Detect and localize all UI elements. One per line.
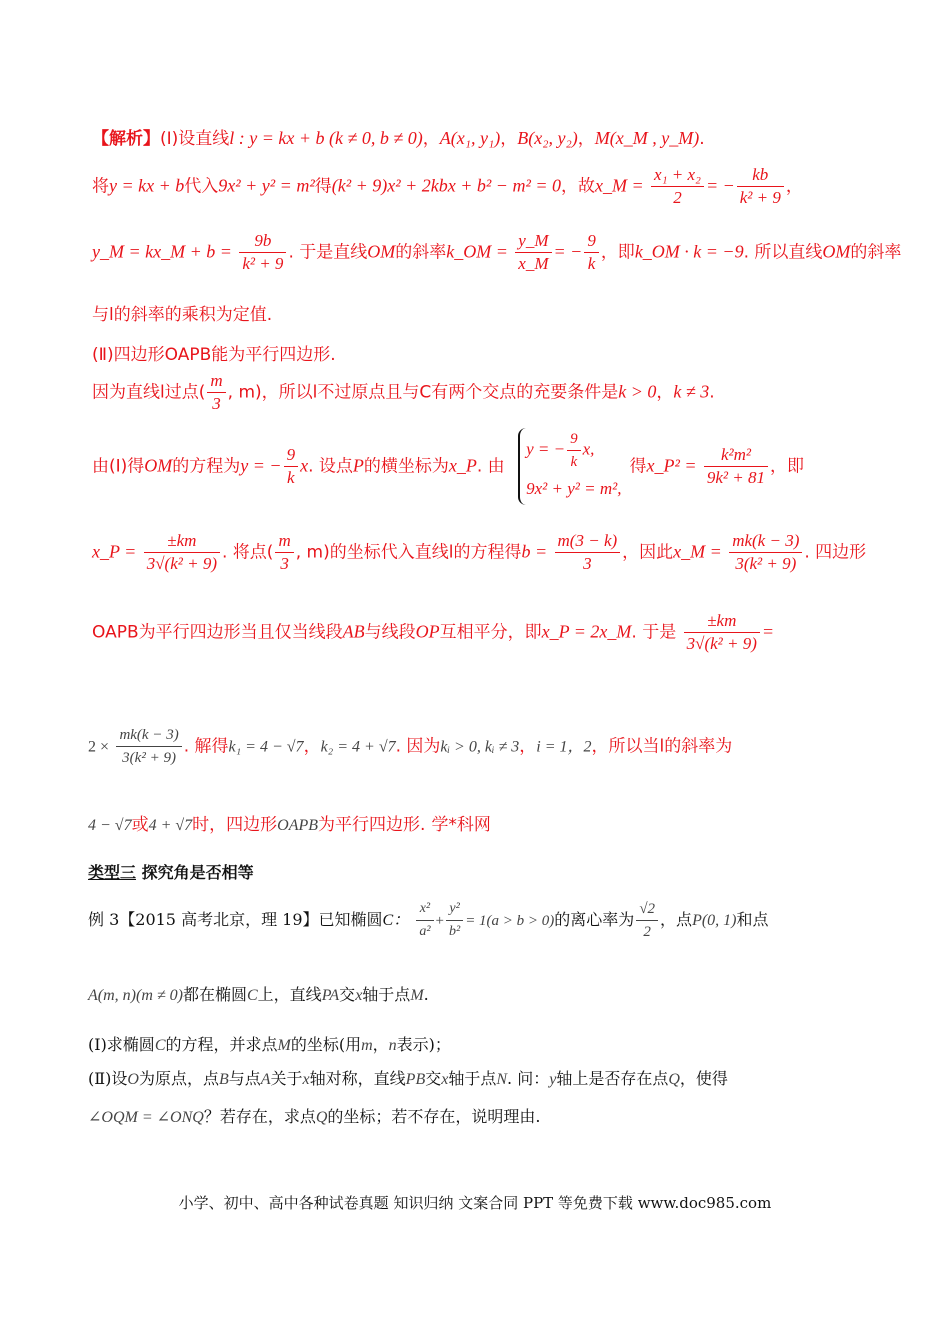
solution-line-2: 将y = kx + b代入9x² + y² = m²得(k² + 9)x² + 2kbx + b² − m² = 0，故x_M = $\frac{\text{x₁ + x₂}}{2}$ = − $\frac{kb}{\text{k² + 9}}$ ， <box>92 165 803 207</box>
fraction: $\frac{\text{k²m²}}{\text{9k² + 81}}$ <box>704 444 768 489</box>
fraction: $\frac{\pm km}{\text{3√(k² + 9)}}$ <box>684 610 760 655</box>
question-part-2: (Ⅱ)设O为原点，点B与点A关于x轴对称，直线PB交x轴于点N. 问：y轴上是否存在点Q，使得 <box>88 1069 728 1088</box>
fraction: $\frac{√2}{2}$ <box>636 898 658 943</box>
fraction: $\frac{9b}{\text{k² + 9}}$ <box>239 230 286 275</box>
solution-line-11: 4 − √7或4 + √7时，四边形OAPB为平行四边形. 学*科网 <box>88 815 491 835</box>
solution-line-5: (Ⅱ)四边形OAPB能为平行四边形. <box>92 345 336 365</box>
solution-line-1: 【解析】(Ⅰ)设直线l : y = kx + b (k ≠ 0, b ≠ 0)，A(x₁, y₁)，B(x₂, y₂)，M(x_M , y_M). <box>92 128 705 149</box>
fraction: $\frac{m}{3}$ <box>275 530 293 575</box>
section-heading: 类型三 探究角是否相等 <box>88 863 254 882</box>
fraction: $\frac{\text{x²}}{\text{a²}}$ <box>416 898 433 943</box>
fraction: $\frac{mk(k - 3)}{\text{3(k² + 9)}}$ <box>116 724 181 769</box>
analysis-tag: 【解析】 <box>92 129 160 149</box>
fraction: $\frac{9}{k}$ <box>584 230 599 275</box>
fraction: $\frac{y\_M}{x\_M}$ <box>515 230 551 275</box>
solution-line-7: 由(Ⅰ)得OM的方程为y = − $\frac{9}{k}$ x. 设点P的横坐标为x_P. 由 y = − $\frac{9}{k}$ x, 9x² + y² = m², 得x_P² = $\frac{\text{k²m²}}{\text{9k² + 81}}$ ，即 <box>92 428 890 505</box>
fraction: $\frac{m(3 - k)}{3}$ <box>555 530 621 575</box>
fraction: $\frac{m}{3}$ <box>207 370 225 415</box>
solution-line-10: 2 × $\frac{mk(k - 3)}{\text{3(k² + 9)}}$ . 解得k₁ = 4 − √7，k₂ = 4 + √7. 因为kᵢ > 0, kᵢ ≠ 3，i = 1，2，所以当l的斜率为 <box>88 724 890 769</box>
question-part-1: (Ⅰ)求椭圆C的方程，并求点M的坐标(用m，n表示)； <box>88 1035 451 1054</box>
watermark-text: 学*科网 <box>431 815 491 835</box>
example-3-line-2: A(m, n)(m ≠ 0)都在椭圆C上，直线PA交x轴于点M. <box>88 985 429 1004</box>
fraction: $\frac{9}{k}$ <box>284 444 299 489</box>
solution-line-4: 与l的斜率的乘积为定值. <box>92 305 273 325</box>
fraction: $\frac{kb}{\text{k² + 9}}$ <box>737 164 784 209</box>
fraction: $\frac{\text{x₁ + x₂}}{2}$ <box>651 164 704 209</box>
example-3-line-1: 例 3【2015 高考北京，理 19】已知椭圆C： $\frac{\text{x²}}{\text{a²}}$ + $\frac{\text{y²}}{\text{b²}}$ = 1(a > b > 0)的离心率为 $\frac{√2}{2}$ ，点P(0, 1)和点 <box>88 898 890 943</box>
solution-line-6: 因为直线l过点( $\frac{m}{3}$ , m)，所以l不过原点且与C有两个交点的充要条件是k > 0，k ≠ 3. <box>92 371 715 413</box>
question-part-2-continued: ∠OQM = ∠ONQ？若存在，求点Q的坐标；若不存在，说明理由. <box>88 1107 541 1126</box>
fraction: $\frac{mk(k - 3)}{\text{3(k² + 9)}}$ <box>729 530 802 575</box>
solution-line-3: y_M = kx_M + b = $\frac{9b}{\text{k² + 9}}$ . 于是直线OM的斜率k_OM = $\frac{y\_M}{x\_M}$ = − $\frac{9}{k}$ ，即k_OM · k = −9. 所以直线OM的斜率 <box>92 231 902 273</box>
solution-line-8: x_P = $\frac{\pm km}{\text{3√(k² + 9)}}$ . 将点( $\frac{m}{3}$ , m)的坐标代入直线l的方程得b = $\frac{m(3 - k)}{3}$ ，因此x_M = $\frac{mk(k - 3)}{\text{3(k² + 9)}}$ . 四边形 <box>92 531 867 573</box>
fraction: $\frac{\text{y²}}{\text{b²}}$ <box>446 898 463 943</box>
solution-line-9: OAPB为平行四边形当且仅当线段AB与线段OP互相平分，即x_P = 2x_M. 于是 $\frac{\pm km}{\text{3√(k² + 9)}}$ = <box>92 611 775 653</box>
page-footer: 小学、初中、高中各种试卷真题 知识归纳 文案合同 PPT 等免费下载 www.doc985.com <box>178 1194 772 1212</box>
equation-system: y = − $\frac{9}{k}$ x, 9x² + y² = m², <box>518 428 621 505</box>
fraction: $\frac{\pm km}{\text{3√(k² + 9)}}$ <box>144 530 220 575</box>
